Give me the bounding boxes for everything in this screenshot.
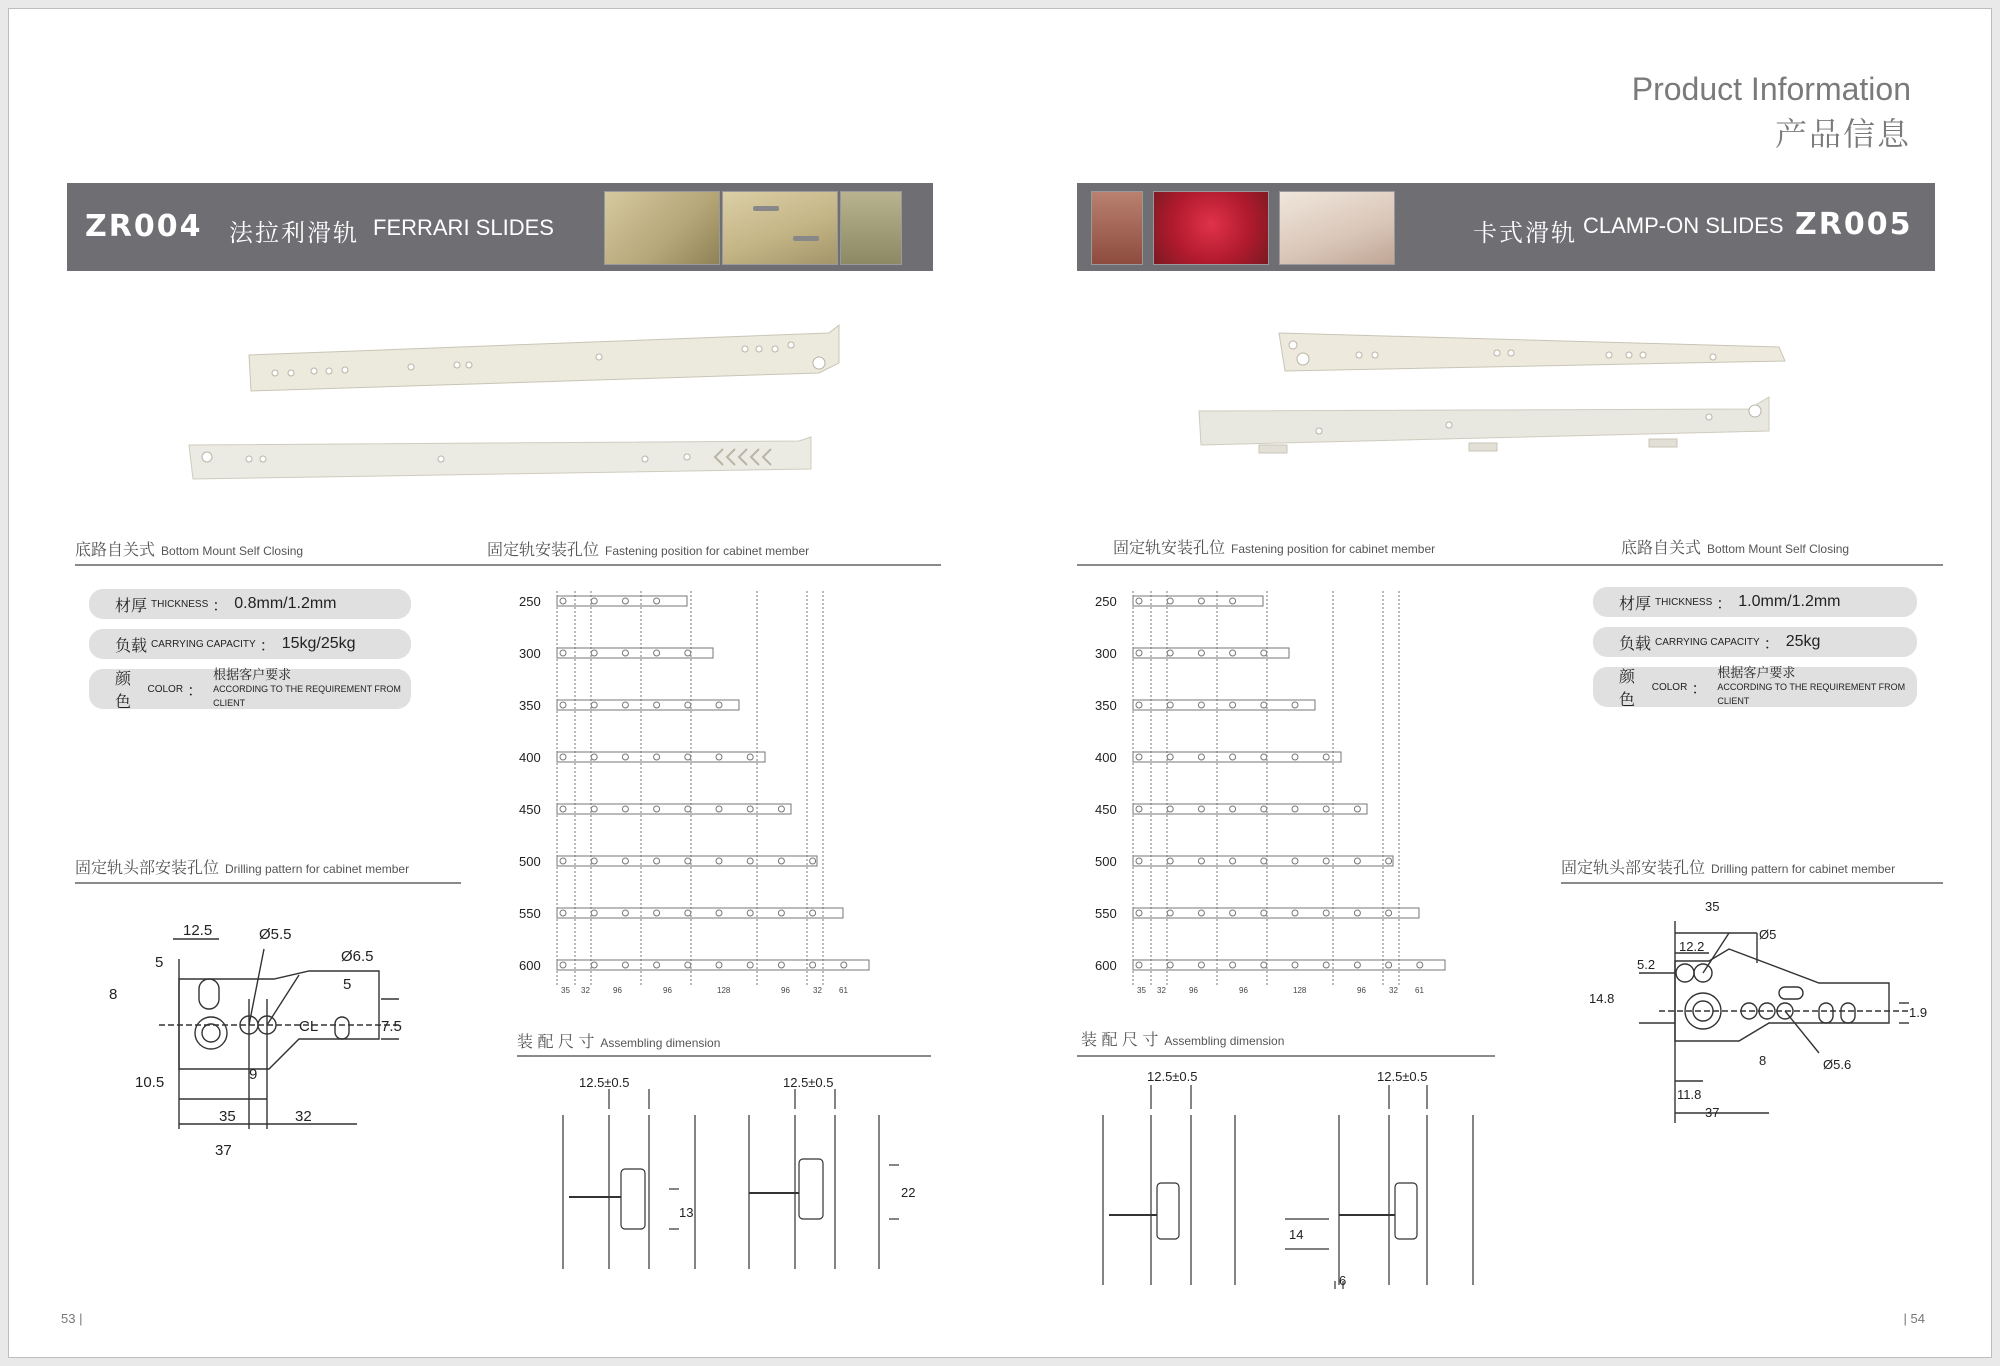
hole — [1292, 806, 1298, 812]
dim-10-5: 10.5 — [135, 1074, 165, 1091]
rail-400 — [1133, 752, 1341, 762]
hole — [716, 754, 722, 760]
hole — [1230, 754, 1236, 760]
hole — [1136, 962, 1142, 968]
hole — [622, 806, 628, 812]
hole — [685, 754, 691, 760]
length-label-250: 250 — [519, 594, 541, 609]
hole — [1198, 806, 1204, 812]
hole — [747, 910, 753, 916]
hole — [1354, 962, 1360, 968]
dim-1-9: 1.9 — [1909, 1005, 1928, 1020]
hole — [622, 650, 628, 656]
hole — [685, 650, 691, 656]
hole — [591, 962, 597, 968]
length-label-500: 500 — [1095, 854, 1117, 869]
dim-12-2: 12.2 — [1679, 939, 1705, 954]
hole — [1292, 962, 1298, 968]
dim-5-2: 5.2 — [1637, 957, 1656, 972]
hole — [810, 858, 816, 864]
hole — [1386, 910, 1392, 916]
hole — [1230, 598, 1236, 604]
spec-thickness: 材厚 THICKNESS ： 1.0mm/1.2mm — [1593, 587, 1917, 617]
drilling-pattern-diagram — [99, 899, 459, 1169]
label-cl: CL — [299, 1018, 319, 1035]
hole — [560, 650, 566, 656]
banner-zr004 — [67, 183, 933, 271]
dim-13: 13 — [679, 1205, 694, 1220]
rail-400 — [557, 752, 765, 762]
hole — [810, 910, 816, 916]
hole — [778, 806, 784, 812]
hole — [1323, 806, 1329, 812]
product-name-en: FERRARI SLIDES — [373, 215, 554, 240]
bottom-dim: 32 — [581, 986, 590, 995]
hole — [1136, 858, 1142, 864]
dim-11-8: 11.8 — [1677, 1087, 1702, 1102]
rail-450 — [1133, 804, 1367, 814]
hole — [1198, 650, 1204, 656]
thumbnail-white-drawer-photo — [1279, 191, 1395, 265]
hole — [591, 806, 597, 812]
product-code: ZR004 — [85, 209, 203, 244]
drilling-divider — [1561, 882, 1943, 884]
hole — [1386, 858, 1392, 864]
hole — [1354, 858, 1360, 864]
length-label-450: 450 — [1095, 802, 1117, 817]
hole — [654, 962, 660, 968]
assembling-divider — [517, 1055, 931, 1057]
hole — [1417, 962, 1423, 968]
hole — [622, 910, 628, 916]
type-label: 底路自关式 Bottom Mount Self Closing — [1621, 540, 1850, 557]
dim-12-5: 12.5 — [183, 922, 213, 939]
product-name-en: CLAMP-ON SLIDES — [1583, 213, 1784, 238]
hole — [654, 650, 660, 656]
clamp-on-slide-image — [1189, 319, 1809, 479]
drilling-pattern-diagram — [1579, 893, 1939, 1133]
dim-dia-5-5: Ø5.5 — [259, 926, 292, 943]
length-label-400: 400 — [519, 750, 541, 765]
hole — [685, 910, 691, 916]
hole — [560, 806, 566, 812]
hole — [1354, 806, 1360, 812]
hole — [654, 702, 660, 708]
hole — [1136, 910, 1142, 916]
hole — [1261, 962, 1267, 968]
hole — [591, 650, 597, 656]
hole — [654, 598, 660, 604]
dim-5-left: 5 — [155, 954, 164, 971]
hole — [778, 962, 784, 968]
assembling-label: 装 配 尺 寸 Assembling dimension — [1081, 1032, 1285, 1049]
dim-9: 9 — [249, 1066, 258, 1083]
length-label-300: 300 — [519, 646, 541, 661]
hole — [716, 806, 722, 812]
brochure-spread — [8, 8, 1992, 1358]
assembling-label: 装 配 尺 寸 Assembling dimension — [517, 1034, 721, 1051]
bottom-dim: 32 — [813, 986, 822, 995]
hole — [1230, 702, 1236, 708]
hole — [591, 858, 597, 864]
hole — [560, 910, 566, 916]
bottom-dim: 96 — [1189, 986, 1198, 995]
length-label-350: 350 — [519, 698, 541, 713]
hole — [622, 598, 628, 604]
page-number-left: 53 | — [61, 1311, 83, 1326]
length-label-250: 250 — [1095, 594, 1117, 609]
hole — [1198, 962, 1204, 968]
spec-color: 颜色 COLOR ： 根据客户要求 ACCORDING TO THE REQUIREMENT FROM CLIENT — [89, 669, 411, 709]
bottom-dim: 32 — [1389, 986, 1398, 995]
spec-thickness: 材厚 THICKNESS ： 0.8mm/1.2mm — [89, 589, 411, 619]
hole — [747, 806, 753, 812]
product-name-cn: 法拉利滑轨 — [229, 220, 359, 247]
hole — [591, 598, 597, 604]
bottom-dim: 35 — [561, 986, 570, 995]
dim-32: 32 — [295, 1108, 312, 1125]
hole — [1323, 910, 1329, 916]
spec-capacity: 负载 CARRYING CAPACITY ： 15kg/25kg — [89, 629, 411, 659]
hole — [1167, 806, 1173, 812]
hole — [1167, 650, 1173, 656]
hole — [591, 910, 597, 916]
hole — [685, 702, 691, 708]
dim-8: 8 — [1759, 1053, 1767, 1068]
hole — [1230, 910, 1236, 916]
hole — [1167, 858, 1173, 864]
drilling-divider — [75, 882, 461, 884]
rail-350 — [1133, 700, 1315, 710]
hole — [747, 858, 753, 864]
hole — [685, 806, 691, 812]
assembling-diagram-left — [549, 1069, 949, 1279]
hole — [1292, 858, 1298, 864]
thumbnail-handle-photo — [840, 191, 902, 265]
hole — [1167, 598, 1173, 604]
hole — [622, 702, 628, 708]
product-code: ZR005 — [1795, 207, 1913, 242]
hole — [560, 754, 566, 760]
hole — [1323, 858, 1329, 864]
rail-600 — [557, 960, 869, 970]
hole — [1230, 858, 1236, 864]
fastening-label: 固定轨安装孔位 Fastening position for cabinet member — [1113, 540, 1436, 557]
header-title-en: Product Information — [1631, 71, 1911, 107]
hole — [1136, 806, 1142, 812]
bottom-dim: 32 — [1157, 986, 1166, 995]
assembling-diagram-right — [1099, 1059, 1499, 1299]
rail-300 — [1133, 648, 1289, 658]
hole — [1136, 650, 1142, 656]
hole — [560, 702, 566, 708]
type-label: 底路自关式 Bottom Mount Self Closing — [75, 542, 304, 559]
length-label-550: 550 — [1095, 906, 1117, 921]
spec-color: 颜色 COLOR ： 根据客户要求 ACCORDING TO THE REQUIREMENT FROM CLIENT — [1593, 667, 1917, 707]
rail-300 — [557, 648, 713, 658]
bottom-dim: 128 — [1293, 986, 1307, 995]
bottom-dim: 96 — [663, 986, 672, 995]
hole — [1167, 702, 1173, 708]
hole — [1261, 702, 1267, 708]
banner-zr005 — [1077, 183, 1935, 271]
product-name-cn: 卡式滑轨 — [1473, 220, 1577, 247]
hole — [1198, 598, 1204, 604]
hole — [654, 754, 660, 760]
drilling-label: 固定轨头部安装孔位 Drilling pattern for cabinet member — [1561, 860, 1896, 877]
dim-14: 14 — [1289, 1227, 1304, 1242]
hole — [716, 910, 722, 916]
hole — [1292, 910, 1298, 916]
bottom-dim: 96 — [1239, 986, 1248, 995]
hole — [654, 910, 660, 916]
hole — [1261, 910, 1267, 916]
length-label-350: 350 — [1095, 698, 1117, 713]
rail-550 — [557, 908, 843, 918]
dim-35: 35 — [1705, 899, 1720, 914]
hole — [685, 858, 691, 864]
section-divider — [1077, 564, 1943, 566]
hole — [622, 858, 628, 864]
dim-22: 22 — [901, 1185, 916, 1200]
hole — [1136, 598, 1142, 604]
page-number-right: | 54 — [1903, 1311, 1925, 1326]
rail-550 — [1133, 908, 1419, 918]
hole — [1261, 754, 1267, 760]
dim-gap-left: 12.5±0.5 — [1147, 1069, 1198, 1084]
dim-37: 37 — [215, 1142, 232, 1159]
fastening-chart-left — [519, 579, 959, 999]
dim-dia-5-6: Ø5.6 — [1823, 1057, 1852, 1072]
thumbnail-wood-photo — [1091, 191, 1143, 265]
hole — [1323, 962, 1329, 968]
hole — [1167, 910, 1173, 916]
rail-350 — [557, 700, 739, 710]
hole — [1167, 962, 1173, 968]
drilling-label: 固定轨头部安装孔位 Drilling pattern for cabinet member — [75, 860, 410, 877]
hole — [560, 598, 566, 604]
length-label-400: 400 — [1095, 750, 1117, 765]
hole — [841, 962, 847, 968]
hole — [1261, 858, 1267, 864]
hole — [716, 962, 722, 968]
dim-8: 8 — [109, 986, 118, 1003]
hole — [1354, 910, 1360, 916]
dim-6: 6 — [1339, 1273, 1347, 1288]
dim-14-8: 14.8 — [1589, 991, 1615, 1006]
hole — [1136, 754, 1142, 760]
hole — [1198, 702, 1204, 708]
hole — [1292, 702, 1298, 708]
bottom-dim: 61 — [839, 986, 848, 995]
rail-450 — [557, 804, 791, 814]
section-divider — [75, 564, 941, 566]
hole — [1198, 754, 1204, 760]
hole — [654, 858, 660, 864]
thumbnail-red-chair-photo — [1153, 191, 1269, 265]
hole — [591, 754, 597, 760]
bottom-dim: 61 — [1415, 986, 1424, 995]
dim-gap-right: 12.5±0.5 — [783, 1075, 834, 1090]
dim-gap-left: 12.5±0.5 — [579, 1075, 630, 1090]
dim-gap-right: 12.5±0.5 — [1377, 1069, 1428, 1084]
rail-600 — [1133, 960, 1445, 970]
hole — [778, 858, 784, 864]
length-label-600: 600 — [519, 958, 541, 973]
hole — [654, 806, 660, 812]
hole — [560, 962, 566, 968]
thumbnail-cabinet-photo — [604, 191, 720, 265]
length-label-550: 550 — [519, 906, 541, 921]
length-label-500: 500 — [519, 854, 541, 869]
hole — [1230, 962, 1236, 968]
dim-7-5: 7.5 — [381, 1018, 402, 1035]
dim-5-right: 5 — [343, 976, 352, 993]
hole — [1323, 754, 1329, 760]
hole — [1230, 806, 1236, 812]
dim-dia-6-5: Ø6.5 — [341, 948, 374, 965]
hole — [747, 754, 753, 760]
hole — [1198, 910, 1204, 916]
spec-capacity: 负载 CARRYING CAPACITY ： 25kg — [1593, 627, 1917, 657]
hole — [1261, 806, 1267, 812]
thumbnail-drawer-photo — [722, 191, 838, 265]
fastening-chart-right — [1095, 579, 1535, 999]
hole — [685, 962, 691, 968]
hole — [1230, 650, 1236, 656]
hole — [1167, 754, 1173, 760]
dim-37: 37 — [1705, 1105, 1720, 1120]
hole — [622, 962, 628, 968]
bottom-dim: 96 — [1357, 986, 1366, 995]
dim-35: 35 — [219, 1108, 236, 1125]
hole — [560, 858, 566, 864]
bottom-dim: 96 — [781, 986, 790, 995]
hole — [747, 962, 753, 968]
hole — [1386, 962, 1392, 968]
hole — [591, 702, 597, 708]
dim-dia-5: Ø5 — [1759, 927, 1777, 942]
hole — [1136, 702, 1142, 708]
hole — [716, 858, 722, 864]
hole — [1292, 754, 1298, 760]
hole — [1198, 858, 1204, 864]
length-label-450: 450 — [519, 802, 541, 817]
ferrari-slide-image — [179, 319, 859, 489]
hole — [1261, 650, 1267, 656]
hole — [778, 910, 784, 916]
length-label-600: 600 — [1095, 958, 1117, 973]
bottom-dim: 128 — [717, 986, 731, 995]
hole — [716, 702, 722, 708]
hole — [622, 754, 628, 760]
fastening-label: 固定轨安装孔位 Fastening position for cabinet member — [487, 542, 810, 559]
header-title-cn: 产品信息 — [1774, 116, 1911, 152]
hole — [810, 962, 816, 968]
length-label-300: 300 — [1095, 646, 1117, 661]
bottom-dim: 35 — [1137, 986, 1146, 995]
assembling-divider — [1077, 1055, 1495, 1057]
bottom-dim: 96 — [613, 986, 622, 995]
